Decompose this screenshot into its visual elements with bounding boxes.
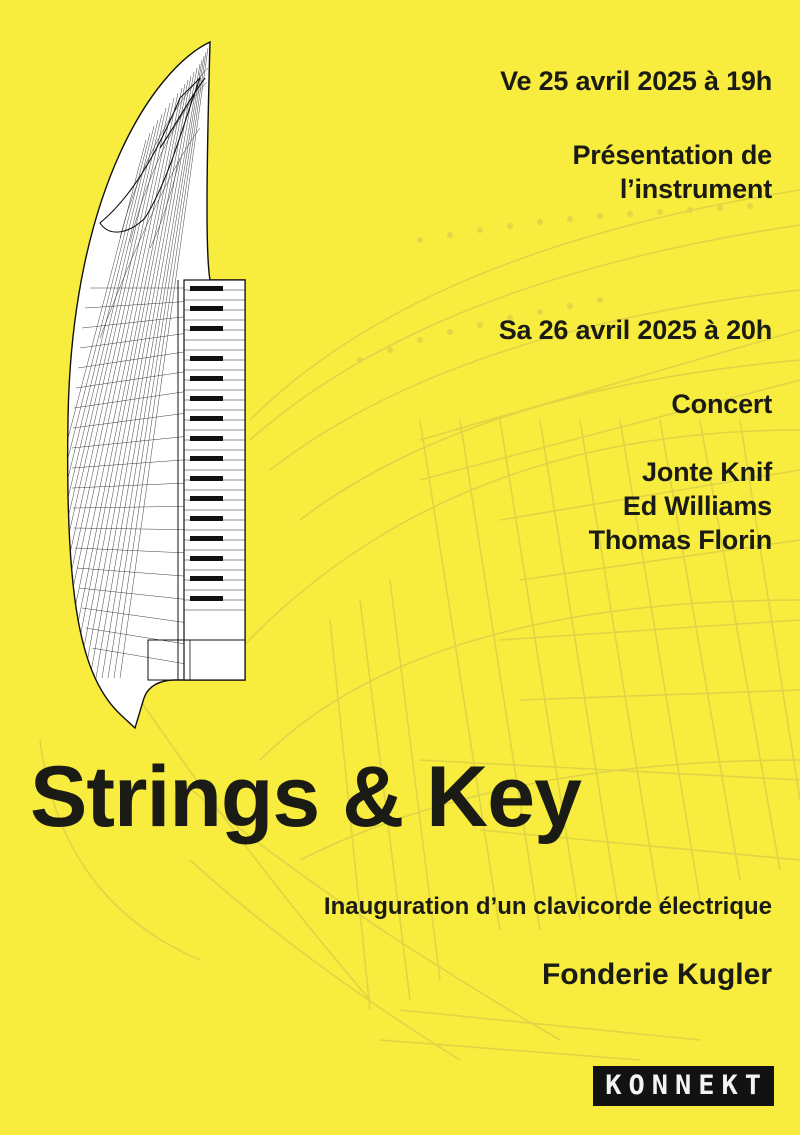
clavichord-line-drawing (60, 38, 255, 733)
performer-name: Ed Williams (622, 491, 772, 521)
poster-title: Strings & Key (30, 749, 581, 845)
poster-subtitle: Inauguration d’un clavicorde électrique (323, 893, 772, 920)
performer-name: Thomas Florin (588, 525, 772, 555)
event-description-1 (572, 138, 772, 206)
performer-name: Jonte Knif (642, 457, 772, 487)
event-description-1-line2: l’instrument (619, 174, 772, 204)
venue-name: Fonderie Kugler (541, 958, 772, 991)
konnekt-logo: KONNEKT (593, 1066, 774, 1106)
event-description-1-line1: Présentation de (572, 140, 772, 170)
performer-list (589, 455, 772, 557)
event-date-1: Ve 25 avril 2025 à 19h (500, 66, 772, 96)
event-date-2: Sa 26 avril 2025 à 20h (498, 315, 772, 345)
event-description-2: Concert (671, 389, 772, 419)
